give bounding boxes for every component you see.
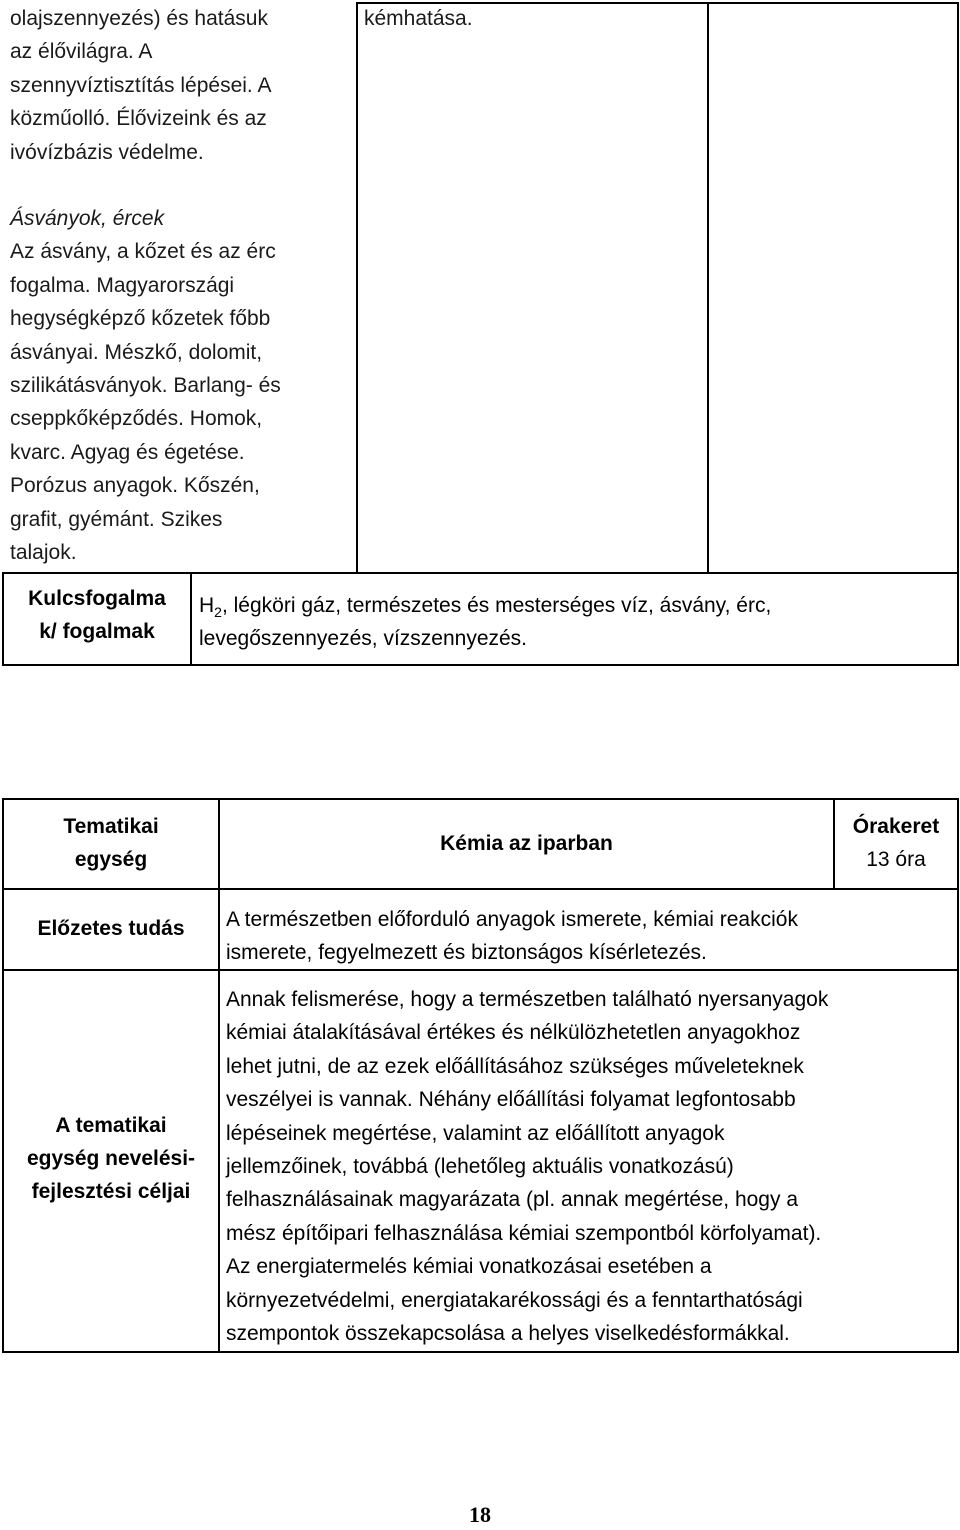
activities-cell [364, 2, 704, 35]
key-concepts-label-line: Kulcsfogalma [28, 587, 166, 610]
topics-line: Porózus anyagok. Kőszén, [10, 474, 260, 498]
theme-title: Kémia az iparban [440, 832, 613, 855]
border-col3-left [707, 2, 709, 574]
topics-line: olajszennyezés) és hatásuk [10, 7, 268, 30]
goals-line: mész építőipari felhasználása kémiai szempontból körfolyamat). [226, 1221, 822, 1245]
goals-line: veszélyei is vannak. Néhány előállítási folyamat legfontosabb [226, 1088, 796, 1112]
key-concepts-label-line: k/ fogalmak [39, 620, 155, 643]
goals-label-line: A tematikai [55, 1114, 167, 1137]
goals-line: lehet jutni, de az ezek előállításához szükséges műveleteknek [226, 1054, 804, 1078]
key-concepts-text [199, 589, 954, 655]
theme-label [4, 810, 218, 876]
topics-line: ásványai. Mészkő, dolomit, [10, 340, 263, 364]
border-key-bottom [2, 664, 959, 666]
topics-line: szennyvíztisztítás lépései. A [10, 73, 272, 97]
unit-border-bottom [2, 1351, 959, 1353]
topics-line: közműolló. Élővizeink és az [10, 107, 267, 131]
theme-label-line: Tematikai [63, 815, 159, 838]
topics-line: szilikátásványok. Barlang- és [10, 374, 281, 398]
page-number: 18 [469, 1502, 491, 1527]
topics-line: cseppkőképződés. Homok, [10, 407, 263, 431]
goals-line: Annak felismerése, hogy a természetben található nyersanyagok [226, 988, 829, 1011]
topics-line: kvarc. Agyag és égetése. [10, 440, 245, 464]
unit-border-top [2, 798, 959, 800]
key-rest: , légköri gáz, természetes és mesterséges víz, ásvány, érc, [221, 594, 772, 617]
key-subscript: 2 [214, 604, 222, 621]
unit-border-right [957, 798, 959, 1353]
goals-line: felhasználásainak magyarázata (pl. annak megértése, hogy a [226, 1188, 799, 1212]
goals-line: jellemzőinek, továbbá (lehetőleg aktuális vonatkozású) [226, 1155, 734, 1179]
goals-label [4, 1109, 218, 1208]
goals-label-line: fejlesztési céljai [31, 1180, 191, 1203]
hours-cell [835, 810, 957, 876]
topics-line: Az ásvány, a kőzet és az érc [10, 240, 276, 264]
topics-line: grafit, gyémánt. Szikes [10, 507, 223, 531]
topic-heading: Ásványok, ércek [10, 207, 165, 231]
key-concepts-line [199, 589, 954, 622]
activities-line: kémhatása. [364, 7, 473, 30]
topics-line: az élővilágra. A [10, 40, 153, 64]
border-col2-left [356, 2, 358, 574]
goals-label-line: egység nevelési- [26, 1147, 196, 1170]
key-concepts-label [4, 582, 190, 648]
goals-line: lépéseinek megértése, valamint az előállított anyagok [226, 1121, 725, 1145]
goals-line: szempontok összekapcsolása a helyes viselkedésformákkal. [226, 1322, 790, 1346]
goals-line: Az energiatermelés kémiai vonatkozásai esetében a [226, 1255, 712, 1279]
topics-cell [10, 2, 350, 570]
theme-label-line: egység [74, 848, 148, 871]
unit-border-row2 [2, 969, 959, 971]
goals-line: kémiai átalakításával értékes és nélkülözhetetlen anyagokhoz [226, 1021, 801, 1045]
key-h: H [199, 594, 215, 617]
prior-line: ismerete, fegyelmezett és biztonságos kísérletezés. [226, 941, 707, 964]
unit-border-col1 [218, 798, 220, 1353]
border-key-mid [190, 572, 192, 666]
prior-line: A természetben előforduló anyagok ismerete, kémiai reakciók [226, 908, 798, 931]
blank-line [10, 169, 350, 202]
topics-line: talajok. [10, 541, 77, 565]
border-row-divider [2, 572, 959, 574]
unit-border-left [2, 798, 4, 1353]
prior-knowledge-text [226, 903, 954, 969]
key-concepts-line: levegőszennyezés, vízszennyezés. [199, 627, 528, 650]
goals-line: környezetvédelmi, energiatakarékossági és a fenntarthatósági [226, 1288, 803, 1312]
goals-text [226, 983, 954, 1350]
topics-line: fogalma. Magyarországi [10, 273, 235, 297]
topics-line: ivóvízbázis védelme. [10, 140, 204, 164]
prior-knowledge-label: Előzetes tudás [37, 917, 185, 940]
topics-line: hegységképző kőzetek főbb [10, 307, 271, 331]
hours-label: Órakeret [852, 815, 940, 838]
hours-value: 13 óra [866, 848, 926, 871]
border-right [957, 2, 959, 666]
unit-border-row1 [2, 888, 959, 890]
